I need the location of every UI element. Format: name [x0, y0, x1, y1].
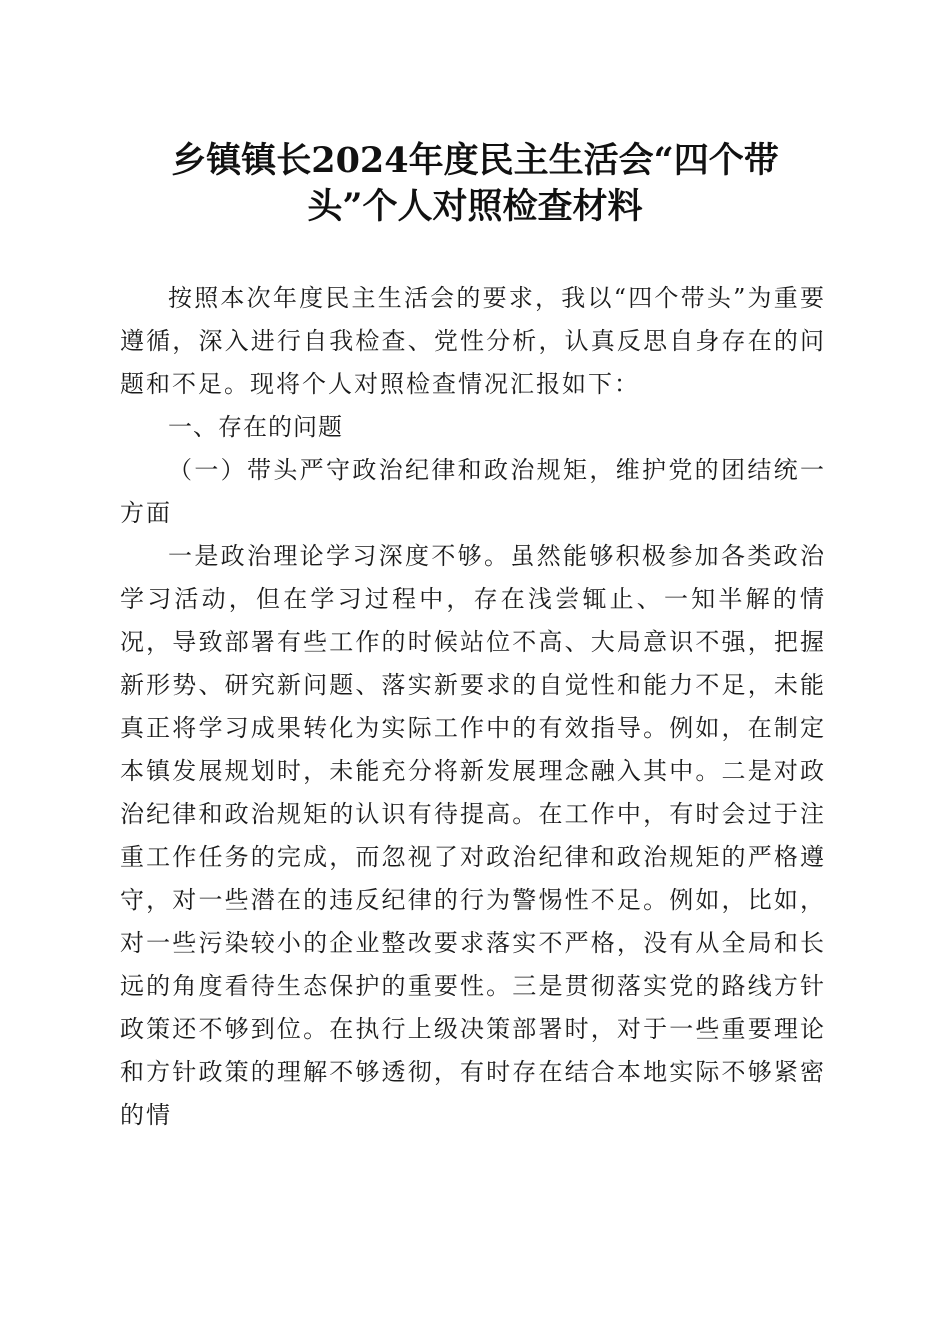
title-line-2: 头”个人对照检查材料: [307, 186, 643, 227]
intro-paragraph: 按照本次年度民主生活会的要求，我以“四个带头”为重要遵循，深入进行自我检查、党性分析，认真反思自身存在的问题和不足。现将个人对照检查情况汇报如下：: [120, 284, 826, 398]
title-line-1: 乡镇镇长2024年度民主生活会“四个带: [171, 140, 779, 181]
section-heading-problems: 一、存在的问题: [168, 413, 343, 441]
document-title: [120, 138, 830, 230]
subsection-heading-political-discipline: （一）带头严守政治纪律和政治规矩，维护党的团结统一方面: [120, 456, 826, 527]
document-body: [120, 277, 826, 1137]
body-paragraph: 一是政治理论学习深度不够。虽然能够积极参加各类政治学习活动，但在学习过程中，存在浅尝辄止、一知半解的情况，导致部署有些工作的时候站位不高、大局意识不强，把握新形势、研究新问题、落实新要求的自觉性和能力不足，未能真正将学习成果转化为实际工作中的有效指导。例如，在制定本镇发展规划时，未能充分将新发展理念融入其中。二是对政治纪律和政治规矩的认识有待提高。在工作中，有时会过于注重工作任务的完成，而忽视了对政治纪律和政治规矩的严格遵守，对一些潜在的违反纪律的行为警惕性不足。例如，比如，对一些污染较小的企业整改要求落实不严格，没有从全局和长远的角度看待生态保护的重要性。三是贯彻落实党的路线方针政策还不够到位。在执行上级决策部署时，对于一些重要理论和方针政策的理解不够透彻，有时存在结合本地实际不够紧密的情: [120, 542, 826, 1129]
